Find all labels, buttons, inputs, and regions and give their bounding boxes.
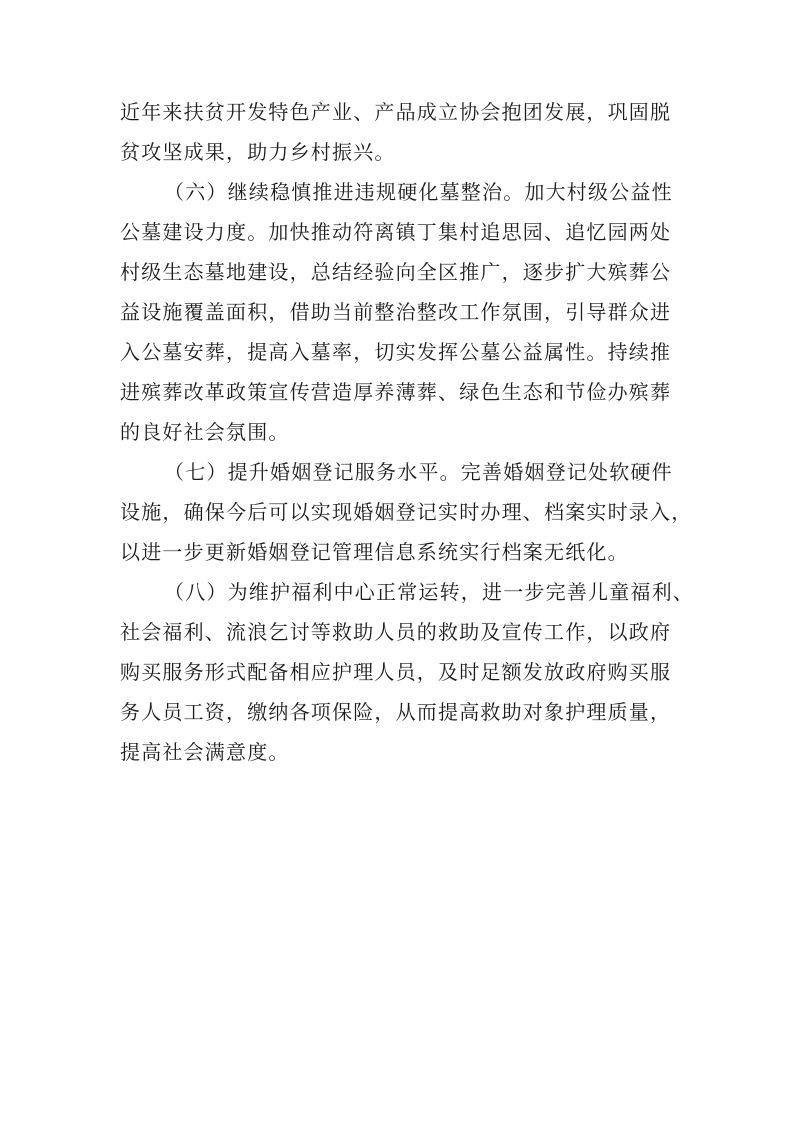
- paragraph-item-6: [120, 172, 680, 452]
- text-line: 设施，确保今后可以实现婚姻登记实时办理、档案实时录入，: [120, 500, 693, 524]
- paragraph-continuation: [120, 92, 680, 172]
- paragraph-heading-line: （六）继续稳慎推进违规硬化墓整治。加大村级公益性: [164, 180, 673, 204]
- paragraph-heading-line: （七）提升婚姻登记服务水平。完善婚姻登记处软硬件: [164, 460, 673, 484]
- text-line: 社会福利、流浪乞讨等救助人员的救助及宣传工作，以政府: [120, 620, 672, 644]
- text-line: 村级生态墓地建设，总结经验向全区推广，逐步扩大殡葬公: [120, 260, 672, 284]
- text-line: 务人员工资，缴纳各项保险，从而提高救助对象护理质量，: [120, 700, 672, 724]
- text-line: 进殡葬改革政策宣传营造厚养薄葬、绿色生态和节俭办殡葬: [120, 380, 672, 404]
- paragraph-item-7: [120, 452, 693, 572]
- text-line: 购买服务形式配备相应护理人员，及时足额发放政府购买服: [120, 660, 672, 684]
- paragraph-heading-line: （八）为维护福利中心正常运转，进一步完善儿童福利、: [164, 580, 694, 604]
- text-line: 益设施覆盖面积，借助当前整治整改工作氛围，引导群众进: [120, 300, 672, 324]
- text-line: 提高社会满意度。: [120, 740, 290, 764]
- text-line: 以进一步更新婚姻登记管理信息系统实行档案无纸化。: [120, 540, 629, 564]
- paragraph-item-8: [120, 572, 694, 772]
- document-body: [120, 92, 694, 772]
- text-line: 的良好社会氛围。: [120, 420, 290, 444]
- text-line: 公墓建设力度。加快推动符离镇丁集村追思园、追忆园两处: [120, 220, 672, 244]
- text-line: 入公墓安葬，提高入墓率，切实发挥公墓公益属性。持续推: [120, 340, 672, 364]
- text-line: 近年来扶贫开发特色产业、产品成立协会抱团发展，巩固脱: [120, 100, 672, 124]
- text-line: 贫攻坚成果，助力乡村振兴。: [120, 140, 396, 164]
